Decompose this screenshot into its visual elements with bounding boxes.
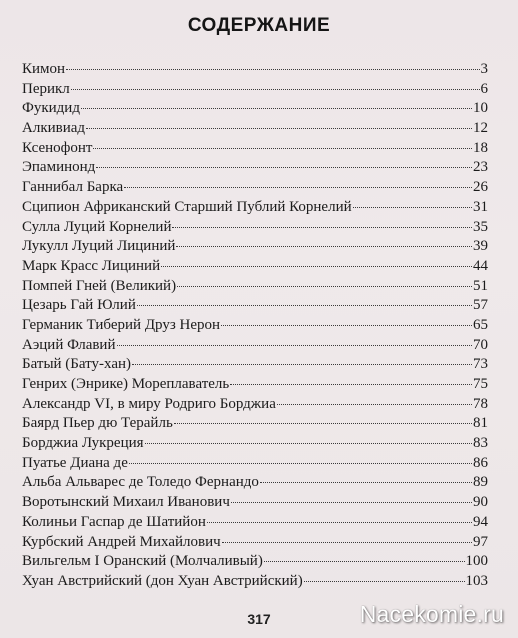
toc-entry-page: 70 <box>473 336 488 353</box>
toc-entry-page: 97 <box>473 533 488 550</box>
dot-leader <box>93 147 472 149</box>
toc-entry <box>22 533 488 553</box>
toc-entry <box>22 257 488 277</box>
toc-entry-title: Фукидид <box>22 100 80 117</box>
toc-entry-title: Курбский Андрей Михайлович <box>22 533 221 550</box>
dot-leader <box>277 403 472 405</box>
toc-entry <box>22 139 488 159</box>
toc-entry <box>22 513 488 533</box>
toc-entry-title: Борджиа Лукреция <box>22 435 144 452</box>
toc-entry-title: Батый (Бату-хан) <box>22 356 132 373</box>
toc-entry <box>22 552 488 572</box>
toc-entry-page: 35 <box>473 218 488 235</box>
toc-entry <box>22 355 488 375</box>
toc-entry-page: 89 <box>473 474 488 491</box>
toc-entry-title: Вильгельм I Оранский (Молчаливый) <box>22 553 263 570</box>
toc-entry-title: Эпаминонд <box>22 159 96 176</box>
toc-entry-page: 86 <box>473 454 488 471</box>
toc-entry-page: 3 <box>480 61 488 77</box>
toc-entry-page: 23 <box>473 159 488 176</box>
toc-entry-title: Лукулл Луций Лициний <box>22 238 176 255</box>
dot-leader <box>71 88 480 90</box>
toc-entry-page: 12 <box>473 120 488 137</box>
toc-entry <box>22 454 488 474</box>
toc-entry-page: 81 <box>473 415 488 432</box>
toc-entry-title: Альба Альварес де Толедо Фернандо <box>22 474 259 491</box>
table-of-contents <box>22 60 488 592</box>
toc-entry <box>22 158 488 178</box>
dot-leader <box>145 442 472 444</box>
toc-entry-title: Ксенофонт <box>22 139 93 156</box>
toc-entry-title: Марк Красс Лициний <box>22 257 161 274</box>
toc-entry <box>22 237 488 257</box>
toc-entry <box>22 316 488 336</box>
toc-entry-title: Алкивиад <box>22 120 86 137</box>
page-title: СОДЕРЖАНИЕ <box>187 15 331 36</box>
toc-entry-page: 31 <box>473 198 488 215</box>
toc-entry-page: 39 <box>473 238 488 255</box>
toc-entry-title: Генрих (Энрике) Мореплаватель <box>22 376 230 392</box>
toc-entry-title: Александр VI, в миру Родриго Борджиа <box>22 395 276 412</box>
toc-entry <box>22 60 488 80</box>
toc-entry-page: 83 <box>473 435 488 452</box>
toc-entry-title: Перикл <box>22 80 70 97</box>
toc-entry-page: 10 <box>473 100 488 117</box>
toc-entry-page: 6 <box>480 80 488 97</box>
toc-entry <box>22 218 488 238</box>
toc-entry <box>22 414 488 434</box>
toc-entry <box>22 277 488 297</box>
toc-entry-title: Хуан Австрийский (дон Хуан Австрийский) <box>22 572 303 589</box>
dot-leader <box>137 304 472 306</box>
dot-leader <box>81 107 472 109</box>
toc-entry <box>22 296 488 316</box>
dot-leader <box>124 186 472 188</box>
toc-entry <box>22 198 488 218</box>
dot-leader <box>66 68 479 70</box>
toc-entry-title: Сципион Африканский Старший Публий Корнелий <box>22 198 352 215</box>
toc-entry-title: Пуатье Диана де <box>22 454 128 471</box>
dot-leader <box>117 344 473 346</box>
toc-entry-title: Колиньи Гаспар де Шатийон <box>22 513 206 530</box>
toc-entry <box>22 434 488 454</box>
dot-leader <box>353 206 472 208</box>
toc-entry <box>22 178 488 198</box>
toc-entry-title: Германик Тиберий Друз Нерон <box>22 316 221 333</box>
toc-entry-page: 57 <box>473 297 488 314</box>
page-number: 317 <box>247 611 271 627</box>
dot-leader <box>174 422 472 424</box>
dot-leader <box>264 560 465 562</box>
toc-entry-page: 78 <box>473 395 488 412</box>
dot-leader <box>86 127 472 129</box>
toc-entry-title: Воротынский Михаил Иванович <box>22 494 230 511</box>
toc-entry-title: Сулла Луций Корнелий <box>22 218 172 235</box>
watermark: Nacekomie.ru <box>359 601 504 627</box>
toc-entry-page: 18 <box>473 139 488 156</box>
toc-entry <box>22 473 488 493</box>
dot-leader <box>222 541 472 543</box>
toc-entry-page: 73 <box>473 356 488 373</box>
toc-entry-page: 65 <box>473 316 488 333</box>
toc-entry-title: Баярд Пьер дю Терайль <box>22 415 173 432</box>
toc-entry-title: Цезарь Гай Юлий <box>22 297 136 314</box>
dot-leader <box>172 226 472 228</box>
toc-entry <box>22 80 488 100</box>
dot-leader <box>231 501 472 503</box>
toc-entry <box>22 99 488 119</box>
dot-leader <box>221 324 472 326</box>
dot-leader <box>260 481 472 483</box>
toc-entry <box>22 395 488 415</box>
dot-leader <box>230 383 472 385</box>
dot-leader <box>96 166 472 168</box>
toc-entry <box>22 493 488 513</box>
toc-entry <box>22 375 488 395</box>
toc-entry-title: Кимон <box>22 61 66 77</box>
dot-leader <box>304 580 465 582</box>
toc-entry-page: 94 <box>473 513 488 530</box>
toc-entry-page: 75 <box>473 376 488 392</box>
toc-entry-page: 103 <box>465 572 488 589</box>
toc-entry-page: 51 <box>473 277 488 294</box>
toc-entry <box>22 336 488 356</box>
toc-entry-page: 26 <box>473 179 488 196</box>
dot-leader <box>132 363 472 365</box>
toc-entry <box>22 572 488 592</box>
dot-leader <box>176 245 472 247</box>
toc-entry-page: 100 <box>465 553 488 570</box>
dot-leader <box>207 521 472 523</box>
toc-entry-title: Помпей Гней (Великий) <box>22 277 177 294</box>
dot-leader <box>129 462 472 464</box>
dot-leader <box>161 265 472 267</box>
toc-entry-title: Ганнибал Барка <box>22 179 124 196</box>
toc-entry-page: 44 <box>473 257 488 274</box>
toc-entry <box>22 119 488 139</box>
dot-leader <box>177 285 472 287</box>
toc-entry-page: 90 <box>473 494 488 511</box>
toc-entry-title: Аэций Флавий <box>22 336 116 353</box>
